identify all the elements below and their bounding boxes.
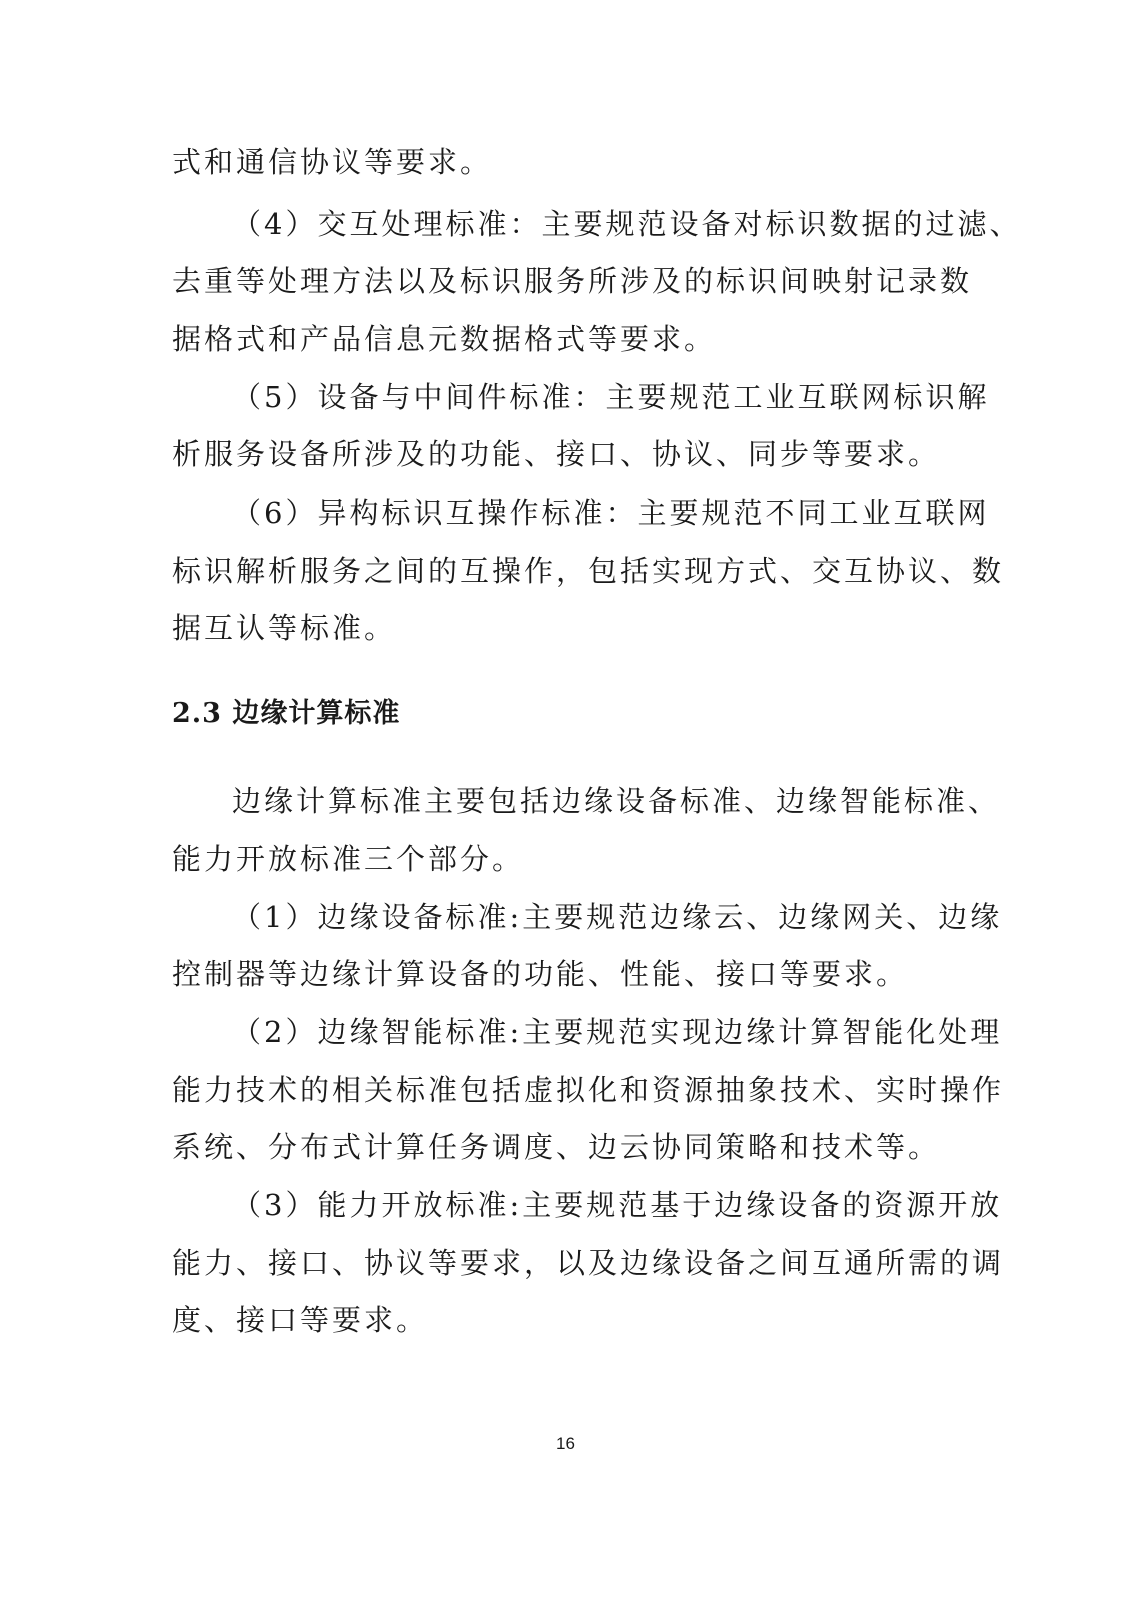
page-number: 16: [556, 1434, 575, 1453]
body-text-line: 据互认等标准。: [172, 611, 397, 645]
body-text-line: 能力、接口、协议等要求，以及边缘设备之间互通所需的调: [172, 1246, 1005, 1280]
body-text-line: 据格式和产品信息元数据格式等要求。: [172, 322, 717, 356]
body-text-line: 标识解析服务之间的互操作，包括实现方式、交互协议、数: [172, 554, 1005, 588]
body-text-line: 能力开放标准三个部分。: [172, 842, 525, 876]
body-text-line: 析服务设备所涉及的功能、接口、协议、同步等要求。: [172, 437, 941, 471]
body-text-line: 去重等处理方法以及标识服务所涉及的标识间映射记录数: [172, 264, 973, 298]
body-text-line: （4）交互处理标准：主要规范设备对标识数据的过滤、: [232, 207, 1022, 241]
body-text-line: 控制器等边缘计算设备的功能、性能、接口等要求。: [172, 957, 909, 991]
body-text-line: 度、接口等要求。: [172, 1303, 429, 1337]
body-text-line: （2）边缘智能标准:主要规范实现边缘计算智能化处理: [232, 1015, 1003, 1049]
body-text-line: 边缘计算标准主要包括边缘设备标准、边缘智能标准、: [232, 784, 1001, 818]
body-text-line: （6）异构标识互操作标准：主要规范不同工业互联网: [232, 496, 990, 530]
body-text-line: （3）能力开放标准:主要规范基于边缘设备的资源开放: [232, 1188, 1003, 1222]
body-text-line: 能力技术的相关标准包括虚拟化和资源抽象技术、实时操作: [172, 1073, 1005, 1107]
body-text-line: 系统、分布式计算任务调度、边云协同策略和技术等。: [172, 1130, 941, 1164]
body-text-line: （5）设备与中间件标准：主要规范工业互联网标识解: [232, 380, 990, 414]
section-heading: 2.3 边缘计算标准: [172, 698, 401, 729]
body-text-line: （1）边缘设备标准:主要规范边缘云、边缘网关、边缘: [232, 900, 1003, 934]
body-text-line: 式和通信协议等要求。: [172, 145, 493, 179]
